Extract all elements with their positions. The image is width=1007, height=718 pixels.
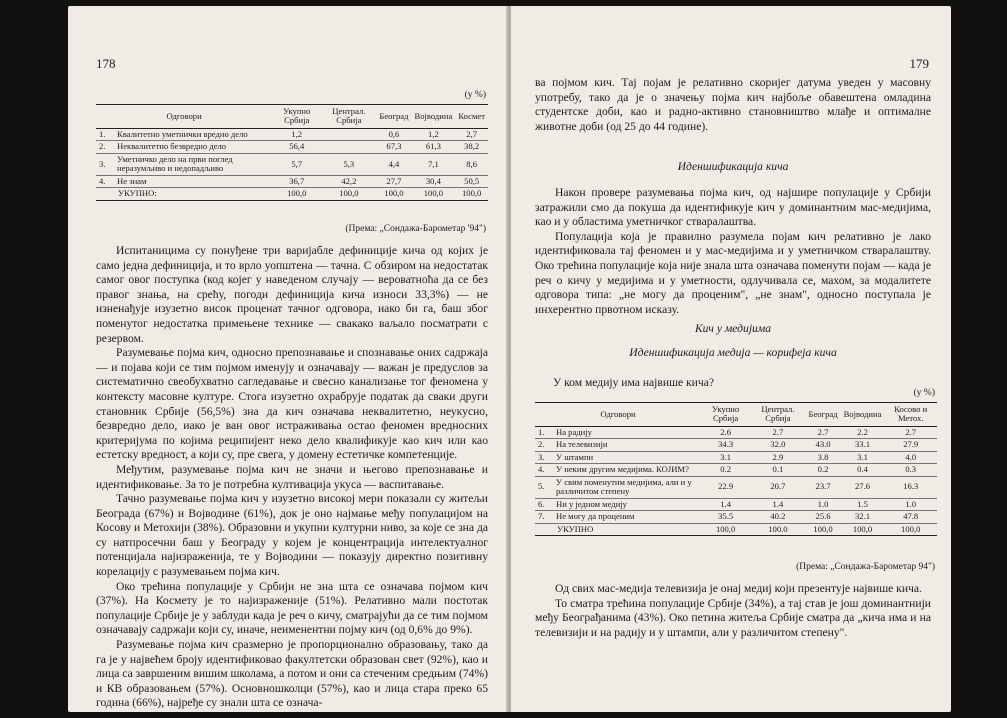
row-label: Квалитетно уметнички вредно дело: [117, 128, 248, 139]
table-cell: 100,0: [813, 523, 833, 534]
paragraph: То сматра трећина популације Србије (34%), а тај став је још доминантнији међу Београђанима (43%). Око петина житеља Србије сматра да „кича има и на телевизији и на радију и у штампи, али у различитом степену".: [535, 596, 931, 639]
page-number: 178: [96, 56, 116, 71]
section-heading: Иденшификација кича: [677, 160, 789, 173]
table-cell: 2.6: [720, 426, 731, 437]
row-index: 6.: [538, 498, 545, 509]
table-total-row: [535, 523, 937, 535]
column-header: Одговори: [600, 408, 636, 419]
table-cell: 2.2: [857, 426, 868, 437]
row-label: У штампи: [556, 451, 594, 462]
table-cell: 3.8: [817, 451, 829, 462]
row-index: 4.: [538, 464, 545, 475]
column-header: Београд: [808, 408, 838, 419]
paragraph: Разумевање појма кич сразмерно је пропорционално образовању, тако да га је у највећем броју идентификовао факултетски образован свет (92%), као и лица са завршеним вишим школама, а потом и они са стеченим средњим (74%) и КВ образовањем (57%). Основношколци (57%), као и лица стара преко 65 година (66%), најређе су знали шта се означа-: [96, 638, 488, 710]
paragraph: Испитаницима су понуђене три варијабле дефиниције кича од којих је само једна дефиниција, и то врло уопштена — тачна. С обзиром на недостатак самог овог поступка (код којег у наведеном случају — вероватноћа да се без правог знања, на срећу, погоди дефиниција кича износи 33,3%) — не изненађује изузетно висок проценат тачног одговора, иако би га, баш због поменутог недостатка примењене технике — свакако ваљало посматрати с резервом.: [96, 244, 488, 345]
row-label: Не знам: [117, 175, 147, 186]
column-header: Централ. Србија: [332, 106, 366, 126]
table-cell: [321, 128, 376, 140]
table-cell: 0.1: [772, 464, 784, 475]
table-row: [96, 175, 488, 187]
table-cell: 2.7: [817, 426, 829, 437]
left-page: [68, 6, 508, 712]
table-cell: 30,4: [425, 175, 441, 186]
row-label: Неквалитетно безвредно дело: [117, 141, 227, 152]
table-cell: 100,0: [287, 188, 307, 199]
table-cell: 3.1: [720, 451, 731, 462]
table-cell: 100,0: [715, 523, 736, 534]
row-index: 1.: [538, 426, 545, 437]
row-label: Ни у једном медију: [556, 498, 627, 509]
table-cell: 27.9: [903, 439, 919, 450]
table-cell: 32.1: [854, 511, 871, 522]
table-header-row: [535, 403, 937, 427]
table-cell: 32.0: [770, 439, 786, 450]
table-cell: 100,0: [384, 188, 404, 199]
table-cell: 43.0: [815, 439, 831, 450]
table-header-row: [96, 105, 488, 129]
table-row: [535, 439, 937, 451]
right-body-bottom: [535, 582, 931, 640]
row-label: На радију: [556, 426, 592, 437]
table-cell: 5,3: [343, 158, 355, 169]
paragraph: ва појмом кич. Тај појам је релативно скоријег датума уведен у масовну употребу, тако да је о значењу појма кич најбоље обавештена омладина студентске доби, као и радно-активно становништво млађе и оптималне животне доби (од 25 до 44 године).: [535, 76, 931, 133]
section-heading: Кич у медијима: [694, 322, 772, 335]
table-cell: 27.6: [854, 481, 871, 492]
column-header: Војводина: [414, 110, 453, 121]
table-total-row: [96, 188, 488, 200]
table-row: [535, 464, 937, 476]
table-cell: 1.5: [857, 498, 868, 509]
table-cell: 23.7: [815, 481, 831, 492]
table-source-note: (Према: „Сондажа-Барометар '94"): [345, 224, 486, 234]
page-number: 179: [909, 56, 929, 71]
paragraph: Популација која је правилно разумела појам кич релативно је лако идентификовала тај феномен и у мас-медијима и у уметничком стваралаштву. Око трећина популације која није знала шта означава поменути појам — када је реч о кичу у медијима и у уметности, одлучивала се, махом, за модалитете одговора типа: „не могу да проценим", „не знам", односно поступала је инхерентно првотном исказу.: [535, 229, 931, 316]
right-data-table: [535, 402, 937, 536]
row-label: Уметничко дело на први поглед неразумљиво и недопадљиво: [117, 153, 233, 174]
table-row: [96, 153, 488, 175]
paragraph: Међутим, разумевање појма кич не значи и његово препознавање и идентификовање. За то је потребна култивација укуса — васпитавање.: [96, 462, 488, 491]
table-row: [96, 141, 488, 153]
table-cell: 3.1: [857, 451, 868, 462]
row-index: 4.: [99, 175, 106, 186]
column-header: Одговори: [166, 110, 202, 121]
table-cell: 34.3: [718, 439, 734, 450]
total-label: УКУПНО: [557, 523, 594, 534]
row-label: У неким другим медијима. КОЈИМ?: [556, 464, 689, 475]
table-cell: 35.5: [718, 511, 734, 522]
table-cell: 42,2: [341, 175, 357, 186]
paragraph: Око трећина популације у Србији не зна шта се означава појмом кич (37%). На Космету је то најизраженије (51%). Релативно мали постотак популације Србије је у заблуди када је реч о кичу, сматрајући да се тим појмом означавају садржаји који су, иначе, неименентни појму кич (од 0,6% до 9%).: [96, 579, 488, 637]
table-cell: 50,5: [464, 175, 480, 186]
table-row: [535, 511, 937, 523]
left-body-text: [96, 244, 488, 711]
row-index: 5.: [538, 481, 545, 492]
paragraph: Тачно разумевање појма кич у изузетно високој мери показали су житељи Београда (67%) и Војводине (61%), док је оно најмање међу популацијом на Косову и Метохији (38%). Образовни и укупни културни ниво, за које се зна да су натпросечни баш у Београду у којем је концентрација интелектуалног потенцијала најизраженија, те у Војводини — показују директно позитивну корелацију с разумевањем појма кич.: [96, 492, 488, 579]
row-label: У свим поменутим медијима, али и у различитом степену: [556, 476, 692, 497]
column-header: Београд: [379, 110, 409, 121]
table-cell: 2.7: [772, 426, 784, 437]
row-index: 3.: [99, 158, 106, 169]
table-cell: 100,0: [852, 523, 873, 534]
table-cell: 20.7: [770, 481, 786, 492]
table-cell: 1.4: [772, 498, 784, 509]
table-cell: 100,0: [423, 188, 444, 199]
column-header: Укупно Србија: [283, 106, 311, 126]
column-header: Војводина: [843, 408, 882, 419]
table-cell: 1.0: [817, 498, 829, 509]
table-cell: 22.9: [718, 481, 734, 492]
table-row: [535, 426, 937, 438]
table-cell: 0,6: [388, 128, 400, 139]
row-index: 1.: [99, 128, 106, 139]
table-cell: 38,2: [464, 141, 480, 152]
right-body-top: [535, 76, 931, 134]
row-label: Не могу да проценим: [556, 511, 635, 522]
table-row: [535, 451, 937, 463]
table-cell: 1,2: [291, 128, 303, 139]
row-index: 2.: [99, 141, 106, 152]
table-cell: 36,7: [289, 175, 305, 186]
table-cell: 4.0: [905, 451, 917, 462]
section-subheading: Иденшификација медија — корифеја кича: [629, 346, 837, 359]
row-index: 2.: [538, 439, 545, 450]
table-cell: 56,4: [289, 141, 305, 152]
unit-label: (у %): [464, 90, 486, 100]
table-cell: 16.3: [903, 481, 919, 492]
table-cell: 25.6: [815, 511, 831, 522]
paragraph: Након провере разумевања појма кич, од најшире популације у Србији затражили смо да покуша да идентификује кич у доминантним мас-медијима, као и у областима уметничког стваралаштва.: [535, 186, 931, 229]
table-cell: 0.2: [720, 464, 731, 475]
row-label: На телевизији: [556, 439, 608, 450]
total-label: УКУПНО:: [118, 188, 157, 199]
table-cell: 100,0: [339, 188, 359, 199]
table-cell: 67,3: [386, 141, 402, 152]
table-cell: 40.2: [770, 511, 786, 522]
column-header: Косово и Метох.: [894, 404, 928, 424]
column-header: Космет: [458, 110, 485, 121]
table-cell: 0.2: [817, 464, 829, 475]
column-header: Укупно Србија: [712, 404, 740, 424]
table-source-note: (Према: „Сондажа-Барометар 94"): [796, 562, 935, 572]
table-cell: 100,0: [461, 188, 482, 199]
table-cell: [321, 141, 376, 153]
table-cell: 61,3: [425, 141, 441, 152]
table-cell: 100.0: [768, 523, 788, 534]
table-cell: 1,2: [428, 128, 439, 139]
right-body-mid: [535, 186, 931, 317]
table-cell: 7,1: [428, 158, 439, 169]
table-cell: 1.4: [720, 498, 731, 509]
column-header: Централ. Србија: [761, 404, 795, 424]
table-cell: 1.0: [905, 498, 917, 509]
table-row: [535, 498, 937, 510]
table-cell: 4,4: [388, 158, 400, 169]
table-cell: 5,7: [291, 158, 303, 169]
table-cell: 0.3: [905, 464, 917, 475]
paragraph: Разумевање појма кич, односно препознавање и спознавање оних садржаја — и појава који се тим појмом именују и означавају — важан је предуслов за систематично свеобухватно сагледавање и свесно канализање тог феномена у контексту масовне културе. Стога изузетно охрабрује податак да сваки други становник Србије (56,5%) зна да кич означава неквалитетно, неукусно, безвредно дело, иако је ван овог истраживања остао феномен вредносних критеријума по којима реципијент неко дело квалификује као кич или као естетску вредност, а који су, пре свега, у домену естетичке компетенције.: [96, 346, 488, 462]
survey-question: У ком медију има највише кича?: [553, 376, 714, 389]
table-cell: 47.8: [903, 511, 919, 522]
table-cell: 27,7: [386, 175, 402, 186]
row-index: 7.: [538, 511, 545, 522]
left-data-table: [96, 104, 488, 201]
paragraph: Од свих мас-медија телевизија је онај медиј који презентује највише кича.: [555, 582, 922, 595]
right-page: [511, 6, 951, 712]
table-cell: 2,7: [466, 128, 478, 139]
table-row: [535, 476, 937, 498]
table-cell: 33.1: [854, 439, 871, 450]
unit-label: (у %): [913, 388, 935, 398]
table-cell: 2.7: [905, 426, 917, 437]
table-row: [96, 128, 488, 140]
table-cell: 8,6: [466, 158, 478, 169]
row-index: 3.: [538, 451, 545, 462]
table-cell: 100,0: [901, 523, 921, 534]
table-cell: 0.4: [857, 464, 868, 475]
table-cell: 2.9: [772, 451, 784, 462]
